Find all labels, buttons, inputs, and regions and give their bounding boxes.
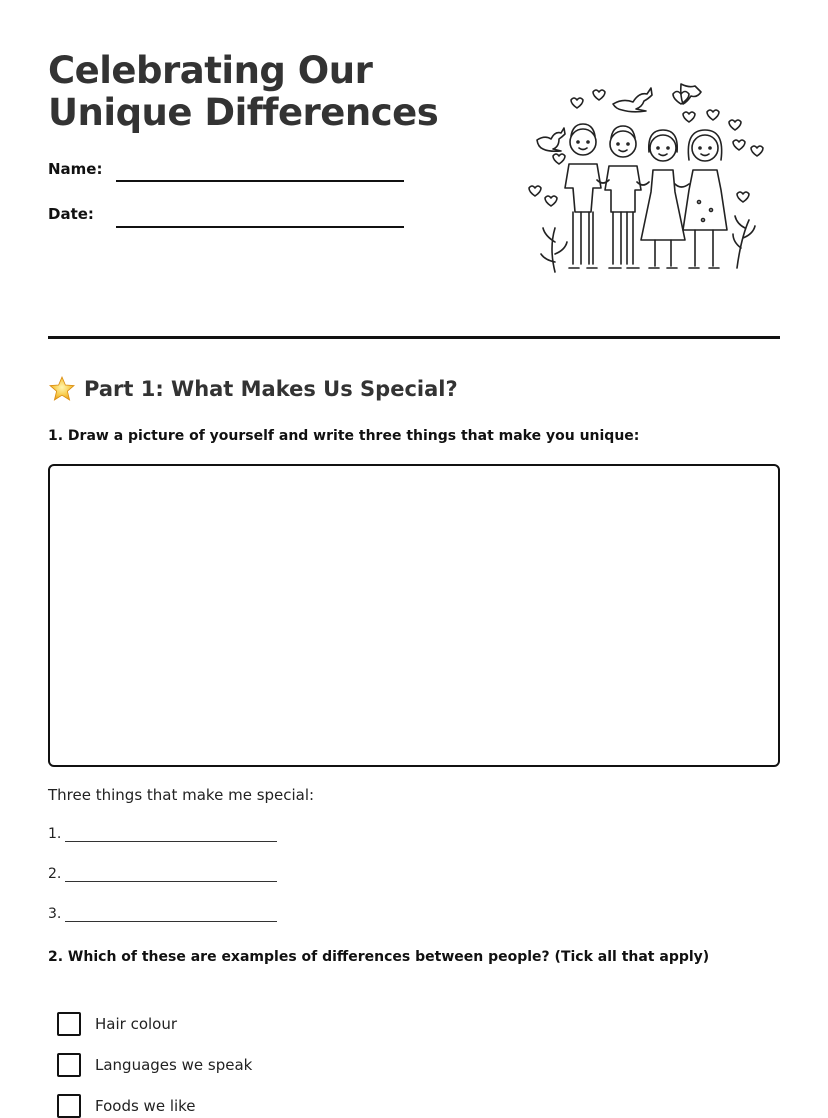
special-things-label: Three things that make me special:	[48, 786, 315, 804]
answer-number: 3.	[48, 906, 62, 922]
option-label: Foods we like	[95, 1097, 196, 1115]
answer-blank[interactable]	[65, 867, 277, 882]
heart-icon	[751, 146, 763, 156]
question-2: 2. Which of these are examples of differences between people? (Tick all that apply)	[48, 949, 710, 965]
heart-icon	[553, 154, 565, 164]
checkbox[interactable]	[57, 1094, 81, 1118]
date-label: Date:	[48, 205, 94, 223]
checkbox[interactable]	[57, 1053, 81, 1077]
heart-icon	[733, 140, 745, 150]
option-hair-colour[interactable]	[57, 1012, 177, 1036]
name-label: Name:	[48, 160, 103, 178]
kangaroo-icon	[681, 84, 701, 104]
heart-icon	[593, 90, 605, 100]
child-figure	[641, 130, 685, 268]
heart-icon	[737, 192, 749, 202]
star-emoji-icon	[48, 375, 76, 403]
answer-line-2[interactable]	[48, 866, 277, 882]
answer-blank[interactable]	[65, 907, 277, 922]
leaf-icon	[541, 228, 567, 272]
leaf-icon	[733, 216, 755, 268]
drawing-area[interactable]	[48, 464, 780, 767]
answer-line-1[interactable]	[48, 826, 277, 842]
answer-line-3[interactable]	[48, 906, 277, 922]
heart-icon	[707, 110, 719, 120]
heart-icon	[683, 112, 695, 122]
option-foods[interactable]	[57, 1094, 196, 1118]
section-divider	[48, 336, 780, 339]
option-languages[interactable]	[57, 1053, 252, 1077]
children-holding-hands-illustration	[515, 72, 775, 282]
kangaroo-icon	[537, 128, 565, 151]
name-line[interactable]	[116, 180, 404, 182]
date-line[interactable]	[116, 226, 404, 228]
heart-icon	[729, 120, 741, 130]
heart-icon	[529, 186, 541, 196]
page-title: Celebrating Our Unique Differences	[48, 49, 439, 134]
answer-number: 1.	[48, 826, 62, 842]
child-figure	[605, 126, 641, 268]
checkbox[interactable]	[57, 1012, 81, 1036]
answer-number: 2.	[48, 866, 62, 882]
heart-icon	[545, 196, 557, 206]
child-figure	[565, 124, 601, 268]
kangaroo-icon	[613, 88, 652, 112]
heart-icon	[571, 98, 583, 108]
answer-blank[interactable]	[65, 827, 277, 842]
option-label: Languages we speak	[95, 1056, 253, 1074]
question-1: 1. Draw a picture of yourself and write three things that make you unique:	[48, 428, 640, 444]
part1-heading	[48, 372, 458, 406]
child-figure	[683, 130, 727, 268]
option-label: Hair colour	[95, 1015, 178, 1033]
part1-title: Part 1: What Makes Us Special?	[84, 377, 458, 401]
